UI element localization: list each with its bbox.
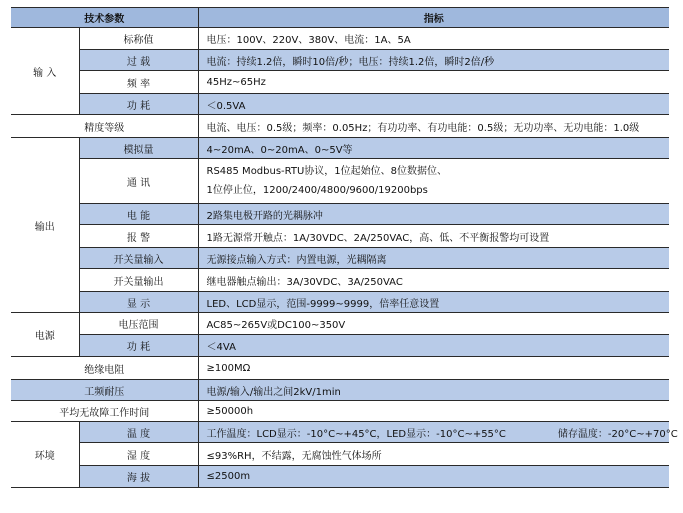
row-label: 温 度 <box>79 422 198 443</box>
row-label: 标称值 <box>79 28 198 50</box>
spec-table <box>11 7 678 488</box>
row-value: 电源/输入/输出之间2kV/1min <box>198 380 669 401</box>
row-label: 频 率 <box>79 71 198 94</box>
row-label: 开关量输入 <box>79 248 198 269</box>
comm-line-2: 1位停止位，1200/2400/4800/9600/19200bps <box>206 185 428 196</box>
row-value-multiline <box>198 159 669 204</box>
row-value <box>198 422 678 443</box>
table-row <box>11 138 669 159</box>
group-output: 输出 <box>11 138 79 313</box>
row-value: 45Hz~65Hz <box>198 71 669 94</box>
table-row <box>11 422 669 443</box>
row-label: 电 能 <box>79 204 198 225</box>
row-value: LED、LCD显示，范围-9999~9999，倍率任意设置 <box>198 292 669 313</box>
row-value: ＜0.5VA <box>198 94 669 115</box>
row-label: 功 耗 <box>79 94 198 115</box>
table-row <box>11 313 669 335</box>
row-value: 电流：持续1.2倍，瞬时10倍/秒；电压：持续1.2倍，瞬时2倍/秒 <box>198 50 669 71</box>
table-row <box>11 248 669 269</box>
table-row <box>11 50 669 71</box>
row-label: 海 拔 <box>79 466 198 488</box>
table-row <box>11 204 669 225</box>
table-row <box>11 443 669 466</box>
table-row <box>11 357 669 380</box>
table-row <box>11 401 669 422</box>
storage-temperature: 储存温度：-20°C~+70°C <box>557 428 678 440</box>
row-label: 绝缘电阻 <box>11 357 198 380</box>
row-value: 电压：100V、220V、380V、电流：1A、5A <box>198 28 669 50</box>
table-row <box>11 335 669 357</box>
row-value: ≥50000h <box>198 401 669 422</box>
row-value: ≤2500m <box>198 466 669 488</box>
group-input: 输 入 <box>11 28 79 115</box>
table-row <box>11 115 669 138</box>
row-value: 2路集电极开路的光耦脉冲 <box>198 204 669 225</box>
row-label: 电压范围 <box>79 313 198 335</box>
table-row <box>11 94 669 115</box>
row-value: 4~20mA、0~20mA、0~5V等 <box>198 138 669 159</box>
row-value: 无源接点输入方式：内置电源，光耦隔离 <box>198 248 669 269</box>
row-label: 功 耗 <box>79 335 198 357</box>
row-label: 湿 度 <box>79 443 198 466</box>
table-row <box>11 292 669 313</box>
table-row <box>11 159 669 204</box>
table-row <box>11 28 669 50</box>
table-header-row <box>11 8 669 28</box>
row-value: 继电器触点输出：3A/30VDC、3A/250VAC <box>198 269 669 292</box>
group-power: 电源 <box>11 313 79 357</box>
row-label: 报 警 <box>79 225 198 248</box>
row-value: 1路无源常开触点：1A/30VDC、2A/250VAC，高、低、不平衡报警均可设置 <box>198 225 669 248</box>
row-label: 模拟量 <box>79 138 198 159</box>
row-value: ≥100MΩ <box>198 357 669 380</box>
header-params: 技术参数 <box>11 8 198 28</box>
row-value: 电流、电压：0.5级；频率：0.05Hz；有功功率、有功电能：0.5级；无功功率、无功电能：1.0级 <box>198 115 669 138</box>
row-label: 工频耐压 <box>11 380 198 401</box>
header-spec: 指标 <box>198 8 669 28</box>
row-value: AC85~265V或DC100~350V <box>198 313 669 335</box>
table-row <box>11 380 669 401</box>
comm-line-1: RS485 Modbus-RTU协议，1位起始位、8位数据位、 <box>206 166 448 177</box>
row-label: 平均无故障工作时间 <box>11 401 198 422</box>
table-row <box>11 269 669 292</box>
row-label: 过 载 <box>79 50 198 71</box>
table-row <box>11 466 669 488</box>
group-environment: 环境 <box>11 422 79 488</box>
row-label: 通 讯 <box>79 159 198 204</box>
row-label: 显 示 <box>79 292 198 313</box>
table-row <box>11 71 669 94</box>
row-label: 精度等级 <box>11 115 198 138</box>
row-value: ≤93%RH，不结露，无腐蚀性气体场所 <box>198 443 669 466</box>
table-row <box>11 225 669 248</box>
row-label: 开关量输出 <box>79 269 198 292</box>
row-value: ＜4VA <box>198 335 669 357</box>
operating-temperature: 工作温度：LCD显示：-10°C~+45°C，LED显示：-10°C~+55°C <box>206 428 506 440</box>
